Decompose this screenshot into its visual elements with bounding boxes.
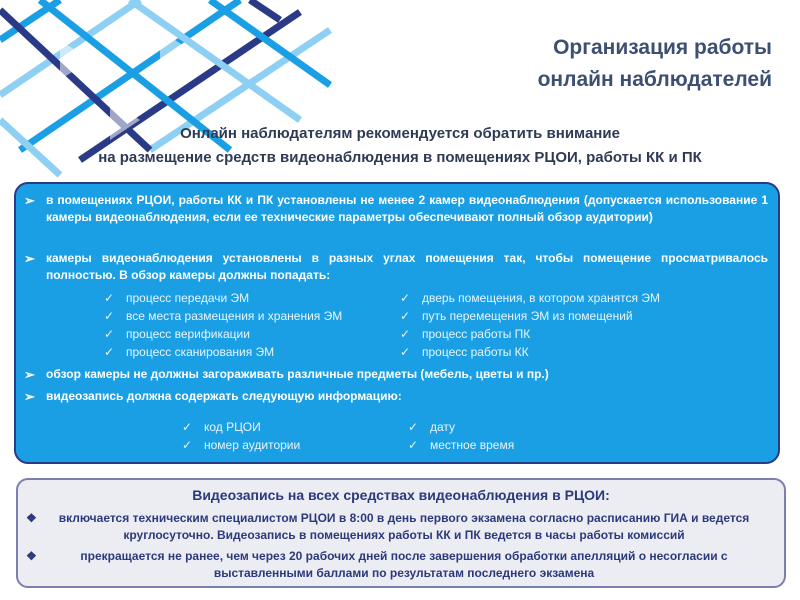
camera-requirements-panel: [14, 182, 780, 464]
recording-rule-item: [26, 510, 764, 544]
checklist-item: [400, 343, 529, 361]
checklist-text: код РЦОИ: [204, 420, 261, 434]
checkmark-icon: ✓: [104, 345, 115, 359]
checklist-text: местное время: [430, 438, 515, 452]
requirement-item: [24, 250, 768, 284]
checkmark-icon: ✓: [182, 420, 193, 434]
checkmark-icon: ✓: [400, 291, 411, 305]
checkmark-icon: ✓: [182, 438, 193, 452]
checkmark-icon: ✓: [400, 327, 411, 341]
checkmark-icon: ✓: [400, 345, 411, 359]
requirement-item: [24, 366, 768, 383]
checkmark-icon: ✓: [408, 420, 419, 434]
checklist-item: [408, 418, 455, 436]
arrow-bullet-icon: ➢: [24, 367, 35, 382]
recording-rule-text: включается техническим специалистом РЦОИ в 8:00 в день первого экзамена согласно расписанию ГИА и ведется круглосуточно. Видеозапись в помещениях работы КК и ПК ведется в часы работы комиссий: [58, 511, 750, 542]
requirement-text: обзор камеры не должны загораживать различные предметы (мебель, цветы и пр.): [46, 367, 549, 381]
diamond-bullet-icon: ❖: [26, 511, 37, 525]
page-title: [538, 32, 772, 96]
checklist-item: [182, 436, 300, 454]
checklist-item: [400, 307, 633, 325]
checkmark-icon: ✓: [104, 327, 115, 341]
checklist-text: все места размещения и хранения ЭМ: [126, 309, 343, 323]
checklist-text: дверь помещения, в котором хранятся ЭМ: [422, 291, 660, 305]
checklist-text: номер аудитории: [204, 438, 301, 452]
recording-rule-item: [26, 548, 764, 582]
subtitle: [40, 122, 760, 170]
checklist-item: [400, 289, 660, 307]
recording-rule-text: прекращается не ранее, чем через 20 рабочих дней после завершения обработки апелляций о несогласии с выставленными баллами по результатам последнего экзамена: [80, 549, 728, 580]
checkmark-icon: ✓: [104, 309, 115, 323]
checklist-text: процесс передачи ЭМ: [126, 291, 250, 305]
checklist-item: [182, 418, 261, 436]
checklist-item: [104, 325, 250, 343]
checklist-text: процесс верификации: [126, 327, 250, 341]
requirement-text: камеры видеонаблюдения установлены в разных углах помещения так, чтобы помещение просматривалось полностью. В обзор камеры должны попадать:: [46, 251, 768, 282]
title-line-1: Организация работы: [553, 36, 772, 59]
checklist-text: дату: [430, 420, 456, 434]
checklist-text: процесс работы ПК: [422, 327, 531, 341]
checklist-item: [104, 289, 249, 307]
subtitle-line-2: на размещение средств видеонаблюдения в помещениях РЦОИ, работы КК и ПК: [98, 149, 702, 166]
arrow-bullet-icon: ➢: [24, 389, 35, 404]
checkmark-icon: ✓: [104, 291, 115, 305]
checkmark-icon: ✓: [400, 309, 411, 323]
checklist-item: [400, 325, 530, 343]
subtitle-line-1: Онлайн наблюдателям рекомендуется обратить внимание: [180, 125, 620, 142]
checklist-text: процесс работы КК: [422, 345, 529, 359]
requirement-text: видеозапись должна содержать следующую информацию:: [46, 389, 402, 403]
requirement-item: [24, 388, 768, 405]
checkmark-icon: ✓: [408, 438, 419, 452]
checklist-text: путь перемещения ЭМ из помещений: [422, 309, 633, 323]
requirement-item: [24, 192, 768, 226]
requirement-text: в помещениях РЦОИ, работы КК и ПК установлены не менее 2 камер видеонаблюдения (допускается использование 1 камеры видеонаблюдения, если ее технические параметры обеспечивают полный обзор аудитории): [46, 193, 768, 224]
checklist-item: [104, 307, 342, 325]
diamond-bullet-icon: ❖: [26, 549, 37, 563]
panel-title: Видеозапись на всех средствах видеонаблюдения в РЦОИ:: [192, 487, 610, 503]
checklist-item: [408, 436, 514, 454]
checklist-item: [104, 343, 274, 361]
title-line-2: онлайн наблюдателей: [537, 68, 772, 91]
arrow-bullet-icon: ➢: [24, 251, 35, 266]
checklist-text: процесс сканирования ЭМ: [126, 345, 275, 359]
arrow-bullet-icon: ➢: [24, 193, 35, 208]
video-recording-panel: [16, 478, 786, 588]
